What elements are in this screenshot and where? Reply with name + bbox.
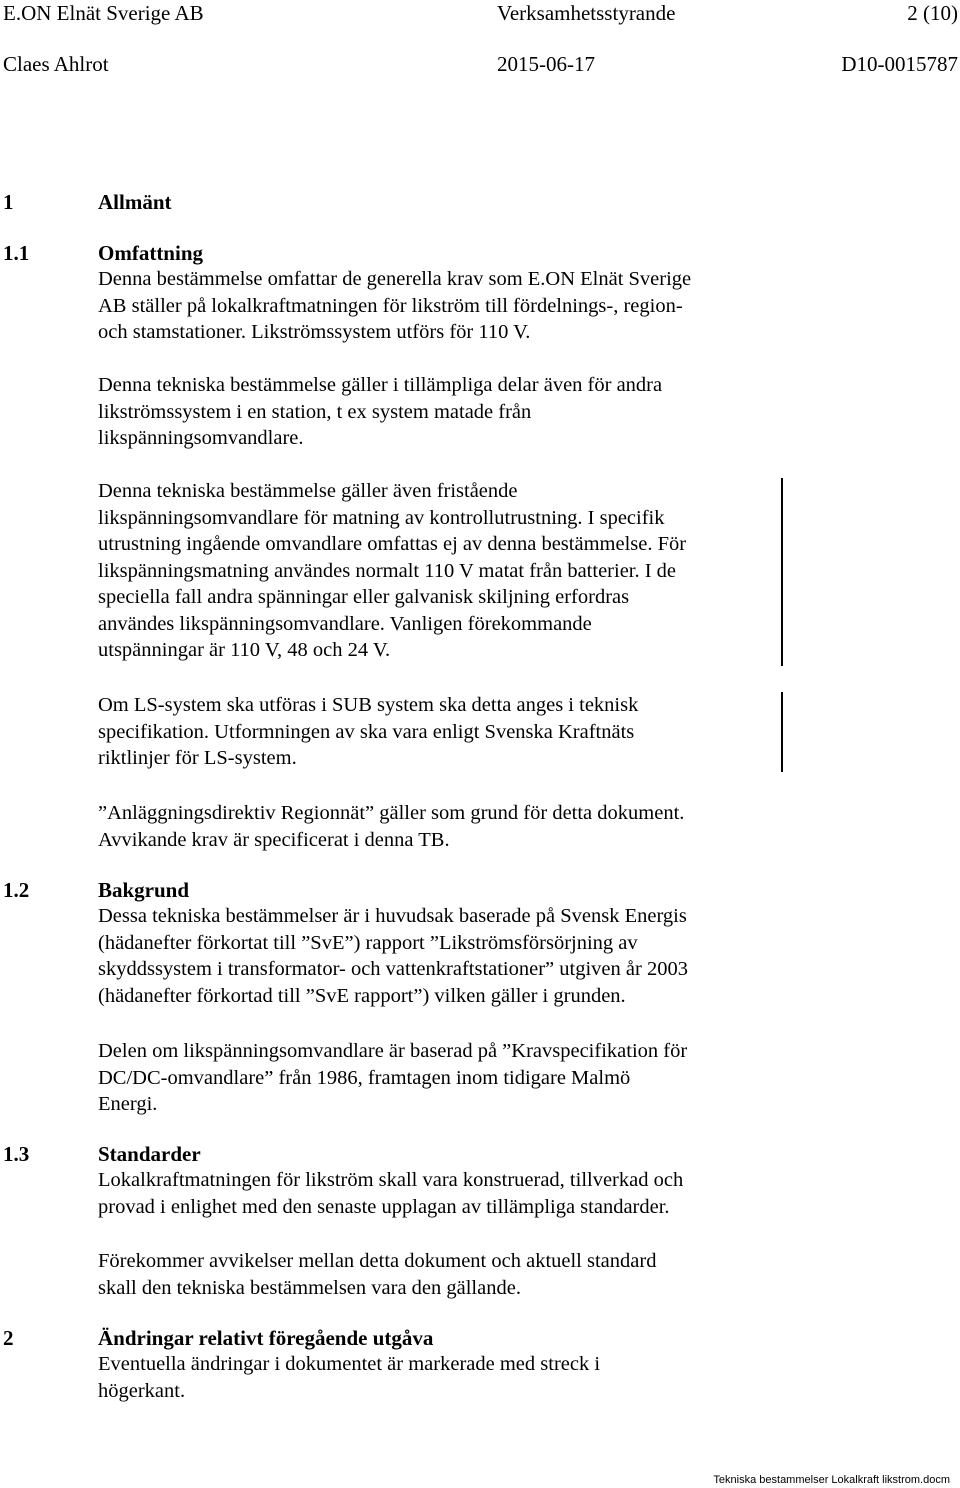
text-line: Denna tekniska bestämmelse gäller även fristående bbox=[98, 480, 518, 502]
section-2-title: Ändringar relativt föregående utgåva bbox=[98, 1326, 434, 1350]
section-1-2-paragraph-2 bbox=[98, 1038, 687, 1118]
text-line: användes likspänningsomvandlare. Vanligen förekommande bbox=[98, 612, 592, 635]
section-1-3-number: 1.3 bbox=[3, 1142, 30, 1166]
change-bar bbox=[781, 692, 783, 772]
header-company: E.ON Elnät Sverige AB bbox=[3, 1, 204, 25]
text-line: (hädanefter förkortat till ”SvE”) rapport ”Likströmsförsörjning av bbox=[98, 931, 638, 954]
footer-filename: Tekniska bestammelser Lokalkraft likstrom.docm bbox=[713, 1474, 950, 1486]
text-line: Avvikande krav är specificerat i denna TB. bbox=[98, 828, 450, 851]
change-bar bbox=[781, 478, 783, 666]
text-line: DC/DC-omvandlare” från 1986, framtagen inom tidigare Malmö bbox=[98, 1066, 631, 1089]
text-line: likspänningsomvandlare. bbox=[98, 427, 304, 449]
header-doc-id: D10-0015787 bbox=[841, 52, 958, 76]
section-1-1-paragraph-1 bbox=[98, 266, 691, 346]
section-1-3-paragraph-2 bbox=[98, 1248, 656, 1301]
text-line: provad i enlighet med den senaste upplagan av tillämpliga standarder. bbox=[98, 1195, 670, 1218]
header-author: Claes Ahlrot bbox=[3, 52, 109, 76]
section-1-2-title: Bakgrund bbox=[98, 878, 190, 902]
text-line: Eventuella ändringar i dokumentet är markerade med streck i bbox=[98, 1353, 601, 1375]
text-line: likströmssystem i en station, t ex system matade från bbox=[98, 400, 532, 423]
section-1-1-paragraph-3 bbox=[98, 478, 686, 664]
section-1-1-number: 1.1 bbox=[3, 241, 30, 265]
section-1-title: Allmänt bbox=[98, 190, 172, 214]
text-line: Förekommer avvikelser mellan detta dokument och aktuell standard bbox=[98, 1250, 657, 1272]
section-1-1-paragraph-4 bbox=[98, 692, 638, 772]
header-page-number: 2 (10) bbox=[907, 1, 958, 25]
text-line: utspänningar är 110 V, 48 och 24 V. bbox=[98, 639, 391, 661]
text-line: riktlinjer för LS-system. bbox=[98, 747, 297, 769]
header-date: 2015-06-17 bbox=[497, 52, 595, 76]
text-line: AB ställer på lokalkraftmatningen för likström till fördelnings-, region- bbox=[98, 294, 683, 317]
section-1-number: 1 bbox=[3, 190, 14, 214]
section-1-1-paragraph-5 bbox=[98, 800, 684, 853]
text-line: (hädanefter förkortad till ”SvE rapport”) vilken gäller i grunden. bbox=[98, 984, 626, 1007]
section-1-1-title: Omfattning bbox=[98, 241, 203, 265]
text-line: utrustning ingående omvandlare omfattas ej av denna bestämmelse. För bbox=[98, 533, 687, 555]
text-line: skyddssystem i transformator- och vattenkraftstationer” utgiven år 2003 bbox=[98, 958, 688, 980]
text-line: Denna bestämmelse omfattar de generella krav som E.ON Elnät Sverige bbox=[98, 268, 692, 290]
text-line: specifikation. Utformningen av ska vara enligt Svenska Kraftnäts bbox=[98, 720, 635, 743]
text-line: högerkant. bbox=[98, 1379, 186, 1402]
section-2-paragraph-1 bbox=[98, 1351, 600, 1404]
section-1-1-paragraph-2 bbox=[98, 372, 662, 452]
section-1-3-title: Standarder bbox=[98, 1142, 201, 1166]
section-1-3-paragraph-1 bbox=[98, 1167, 683, 1220]
section-2-number: 2 bbox=[3, 1326, 14, 1350]
text-line: Denna tekniska bestämmelse gäller i tillämpliga delar även för andra bbox=[98, 374, 663, 396]
text-line: Dessa tekniska bestämmelser är i huvudsak baserade på Svensk Energis bbox=[98, 905, 687, 927]
text-line: ”Anläggningsdirektiv Regionnät” gäller som grund för detta dokument. bbox=[98, 802, 685, 824]
header-category: Verksamhetsstyrande bbox=[497, 1, 676, 25]
text-line: skall den tekniska bestämmelsen vara den gällande. bbox=[98, 1276, 521, 1299]
text-line: likspänningsmatning användes normalt 110 V matat från batterier. I de bbox=[98, 559, 677, 582]
text-line: Delen om likspänningsomvandlare är baserad på ”Kravspecifikation för bbox=[98, 1040, 688, 1062]
text-line: och stamstationer. Likströmssystem utförs för 110 V. bbox=[98, 321, 531, 343]
text-line: Energi. bbox=[98, 1093, 158, 1115]
text-line: likspänningsomvandlare för matning av kontrollutrustning. I specifik bbox=[98, 506, 665, 529]
text-line: Om LS-system ska utföras i SUB system ska detta anges i teknisk bbox=[98, 694, 639, 716]
section-1-2-number: 1.2 bbox=[3, 878, 30, 902]
text-line: speciella fall andra spänningar eller galvanisk skiljning erfordras bbox=[98, 586, 630, 608]
text-line: Lokalkraftmatningen för likström skall vara konstruerad, tillverkad och bbox=[98, 1169, 684, 1191]
section-1-2-paragraph-1 bbox=[98, 903, 688, 1009]
